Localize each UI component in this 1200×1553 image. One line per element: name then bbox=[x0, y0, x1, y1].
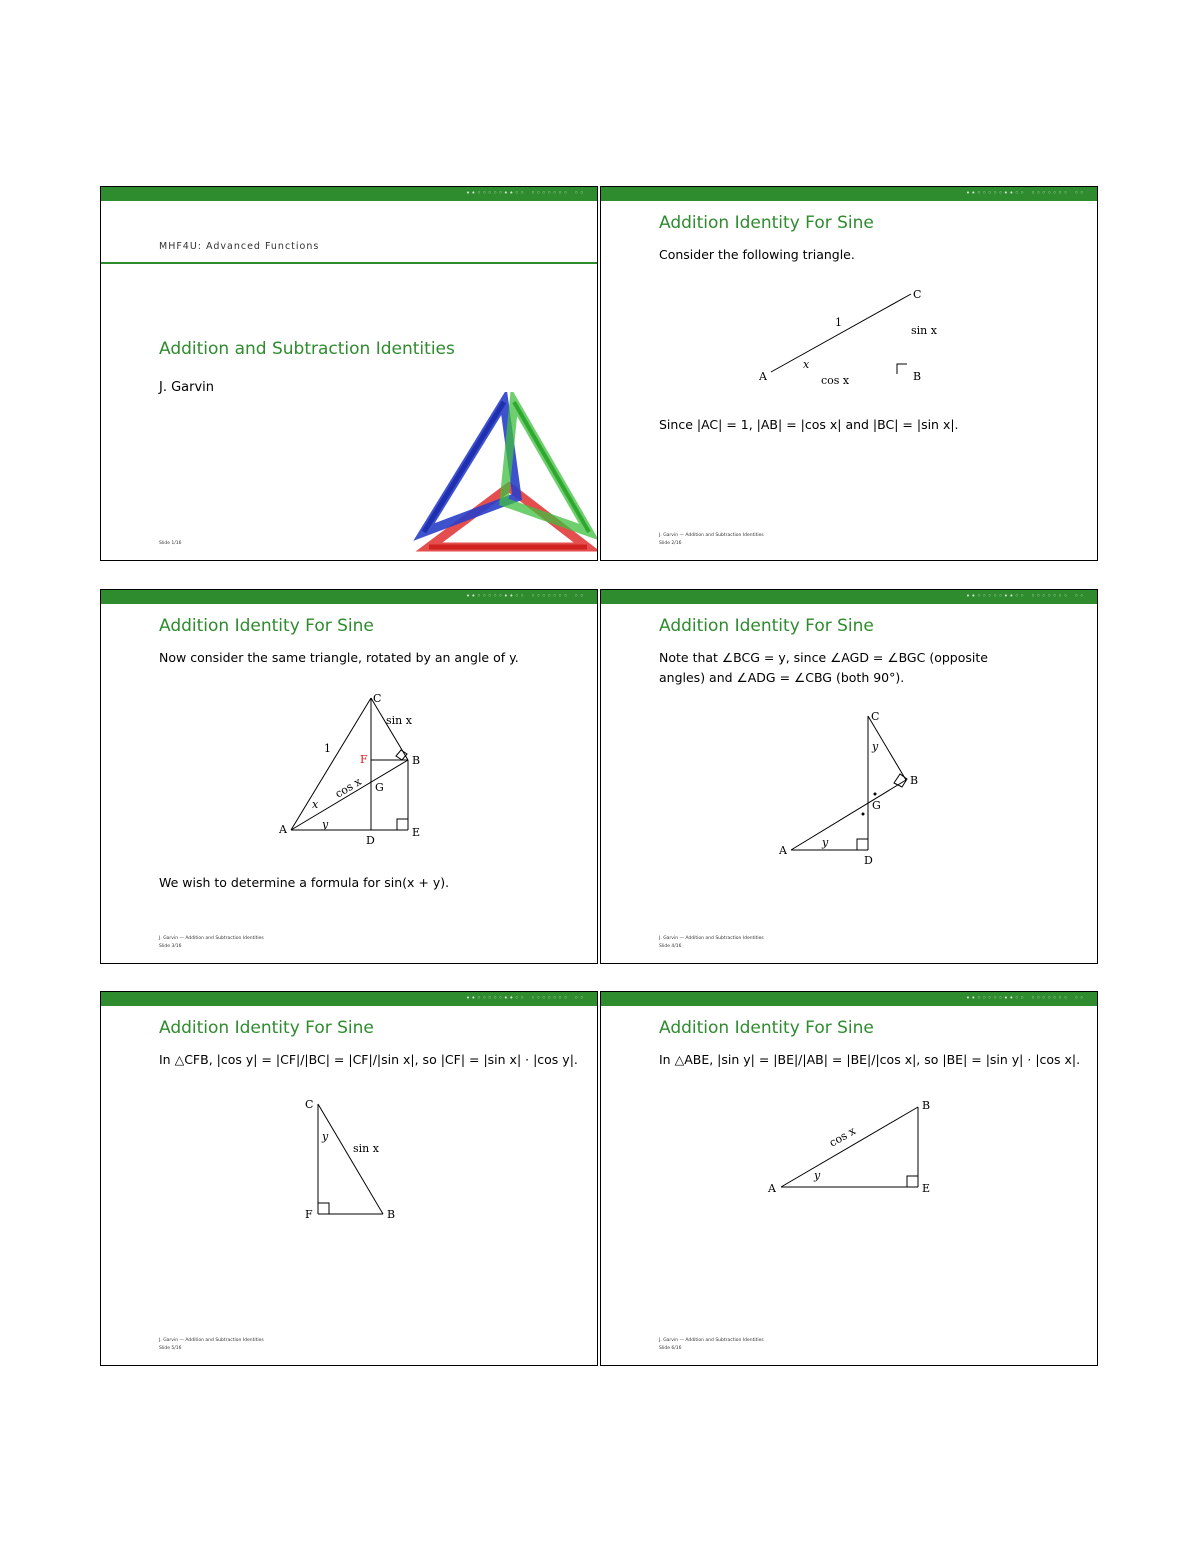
tri-logo-icon bbox=[409, 392, 598, 552]
slide-number: Slide 5/16 bbox=[159, 1346, 182, 1351]
nav-dots: ••◦◦◦◦◦••◦◦ ◦◦◦◦◦◦◦ ◦◦ bbox=[465, 592, 585, 600]
vertex-c: C bbox=[871, 710, 880, 723]
identity-text: In △CFB, |cos y| = |CF|/|BC| = |CF|/|sin x|, so |CF| = |sin x| · |cos y|. bbox=[159, 1052, 578, 1067]
slide-header-bar bbox=[601, 992, 1097, 1006]
label-y: y bbox=[814, 1169, 821, 1182]
label-y: y bbox=[322, 1130, 329, 1143]
vertex-f: F bbox=[305, 1208, 313, 1221]
slide-number: Slide 3/16 bbox=[159, 944, 182, 949]
slide-3 bbox=[100, 589, 598, 964]
label-sin: sin x bbox=[386, 714, 412, 727]
nav-dots: ••◦◦◦◦◦••◦◦ ◦◦◦◦◦◦◦ ◦◦ bbox=[465, 994, 585, 1002]
vertex-b: B bbox=[412, 754, 421, 767]
slide-number: Slide 6/16 bbox=[659, 1346, 682, 1351]
label-cos: cos x bbox=[332, 774, 364, 801]
course-name: MHF4U: Advanced Functions bbox=[159, 241, 320, 252]
slide-number: Slide 1/16 bbox=[159, 541, 182, 546]
nav-dots: ••◦◦◦◦◦••◦◦ ◦◦◦◦◦◦◦ ◦◦ bbox=[965, 189, 1085, 197]
vertex-a: A bbox=[779, 844, 787, 857]
slide-2 bbox=[600, 186, 1098, 561]
vertex-g: G bbox=[375, 781, 384, 794]
label-sin: sin x bbox=[353, 1142, 379, 1155]
label-y-top: y bbox=[872, 740, 879, 753]
slide-header-bar bbox=[601, 187, 1097, 201]
divider bbox=[101, 262, 597, 264]
vertex-c: C bbox=[373, 692, 382, 705]
slide-title: Addition Identity For Sine bbox=[159, 616, 374, 636]
intro-text: Now consider the same triangle, rotated by an angle of y. bbox=[159, 650, 519, 665]
slide-header-bar bbox=[101, 187, 597, 201]
label-x: x bbox=[803, 358, 810, 371]
vertex-a: A bbox=[768, 1182, 776, 1195]
footer-author: J. Garvin — Addition and Subtraction Identities bbox=[659, 936, 764, 941]
triangle-cfb-diagram bbox=[296, 1092, 416, 1222]
label-one: 1 bbox=[835, 316, 842, 329]
slide-title: Addition Identity For Sine bbox=[659, 213, 874, 233]
slide-6 bbox=[600, 991, 1098, 1366]
footer-author: J. Garvin — Addition and Subtraction Identities bbox=[659, 533, 764, 538]
slide-header-bar bbox=[101, 590, 597, 604]
triangle-diagram bbox=[751, 282, 971, 392]
slide-5 bbox=[100, 991, 598, 1366]
vertex-a: A bbox=[759, 370, 767, 383]
vertex-f: F bbox=[360, 753, 368, 766]
vertex-b: B bbox=[910, 774, 919, 787]
vertex-d: D bbox=[864, 854, 873, 867]
label-sin: sin x bbox=[911, 324, 937, 337]
label-cos: cos x bbox=[827, 1124, 858, 1150]
slide-number: Slide 4/16 bbox=[659, 944, 682, 949]
triangle-abe-diagram bbox=[766, 1095, 946, 1195]
vertex-e: E bbox=[412, 826, 421, 839]
label-y: y bbox=[322, 818, 329, 831]
conclusion-text: Since |AC| = 1, |AB| = |cos x| and |BC| = |sin x|. bbox=[659, 417, 959, 432]
slide-4 bbox=[600, 589, 1098, 964]
nav-dots: ••◦◦◦◦◦••◦◦ ◦◦◦◦◦◦◦ ◦◦ bbox=[965, 994, 1085, 1002]
rotated-triangle-diagram bbox=[276, 688, 436, 848]
slide-number: Slide 2/16 bbox=[659, 541, 682, 546]
footer-author: J. Garvin — Addition and Subtraction Identities bbox=[659, 1338, 764, 1343]
footer-author: J. Garvin — Addition and Subtraction Identities bbox=[159, 936, 264, 941]
vertex-a: A bbox=[279, 823, 287, 836]
similar-triangles-diagram bbox=[776, 708, 936, 868]
presentation-title: Addition and Subtraction Identities bbox=[159, 339, 455, 359]
slide-1 bbox=[100, 186, 598, 561]
slide-title: Addition Identity For Sine bbox=[659, 1018, 874, 1038]
label-one: 1 bbox=[324, 742, 331, 755]
vertex-c: C bbox=[305, 1098, 314, 1111]
nav-dots: ••◦◦◦◦◦••◦◦ ◦◦◦◦◦◦◦ ◦◦ bbox=[965, 592, 1085, 600]
intro-text: Consider the following triangle. bbox=[659, 247, 855, 262]
slide-title: Addition Identity For Sine bbox=[159, 1018, 374, 1038]
vertex-g: G bbox=[872, 799, 881, 812]
author: J. Garvin bbox=[159, 380, 215, 395]
vertex-b: B bbox=[922, 1099, 931, 1112]
intro-text-line1: Note that ∠BCG = y, since ∠AGD = ∠BGC (opposite bbox=[659, 650, 988, 665]
identity-text: In △ABE, |sin y| = |BE|/|AB| = |BE|/|cos x|, so |BE| = |sin y| · |cos x|. bbox=[659, 1052, 1081, 1067]
slide-header-bar bbox=[601, 590, 1097, 604]
vertex-b: B bbox=[387, 1208, 396, 1221]
label-x: x bbox=[312, 798, 319, 811]
slide-header-bar bbox=[101, 992, 597, 1006]
vertex-d: D bbox=[366, 834, 375, 847]
conclusion-text: We wish to determine a formula for sin(x + y). bbox=[159, 875, 450, 890]
vertex-b: B bbox=[913, 370, 922, 383]
vertex-e: E bbox=[922, 1182, 931, 1195]
nav-dots: ••◦◦◦◦◦••◦◦ ◦◦◦◦◦◦◦ ◦◦ bbox=[465, 189, 585, 197]
footer-author: J. Garvin — Addition and Subtraction Identities bbox=[159, 1338, 264, 1343]
slide-title: Addition Identity For Sine bbox=[659, 616, 874, 636]
intro-text-line2: angles) and ∠ADG = ∠CBG (both 90°). bbox=[659, 670, 905, 685]
vertex-c: C bbox=[913, 288, 922, 301]
label-cos: cos x bbox=[821, 374, 850, 387]
label-y-bottom: y bbox=[822, 836, 829, 849]
